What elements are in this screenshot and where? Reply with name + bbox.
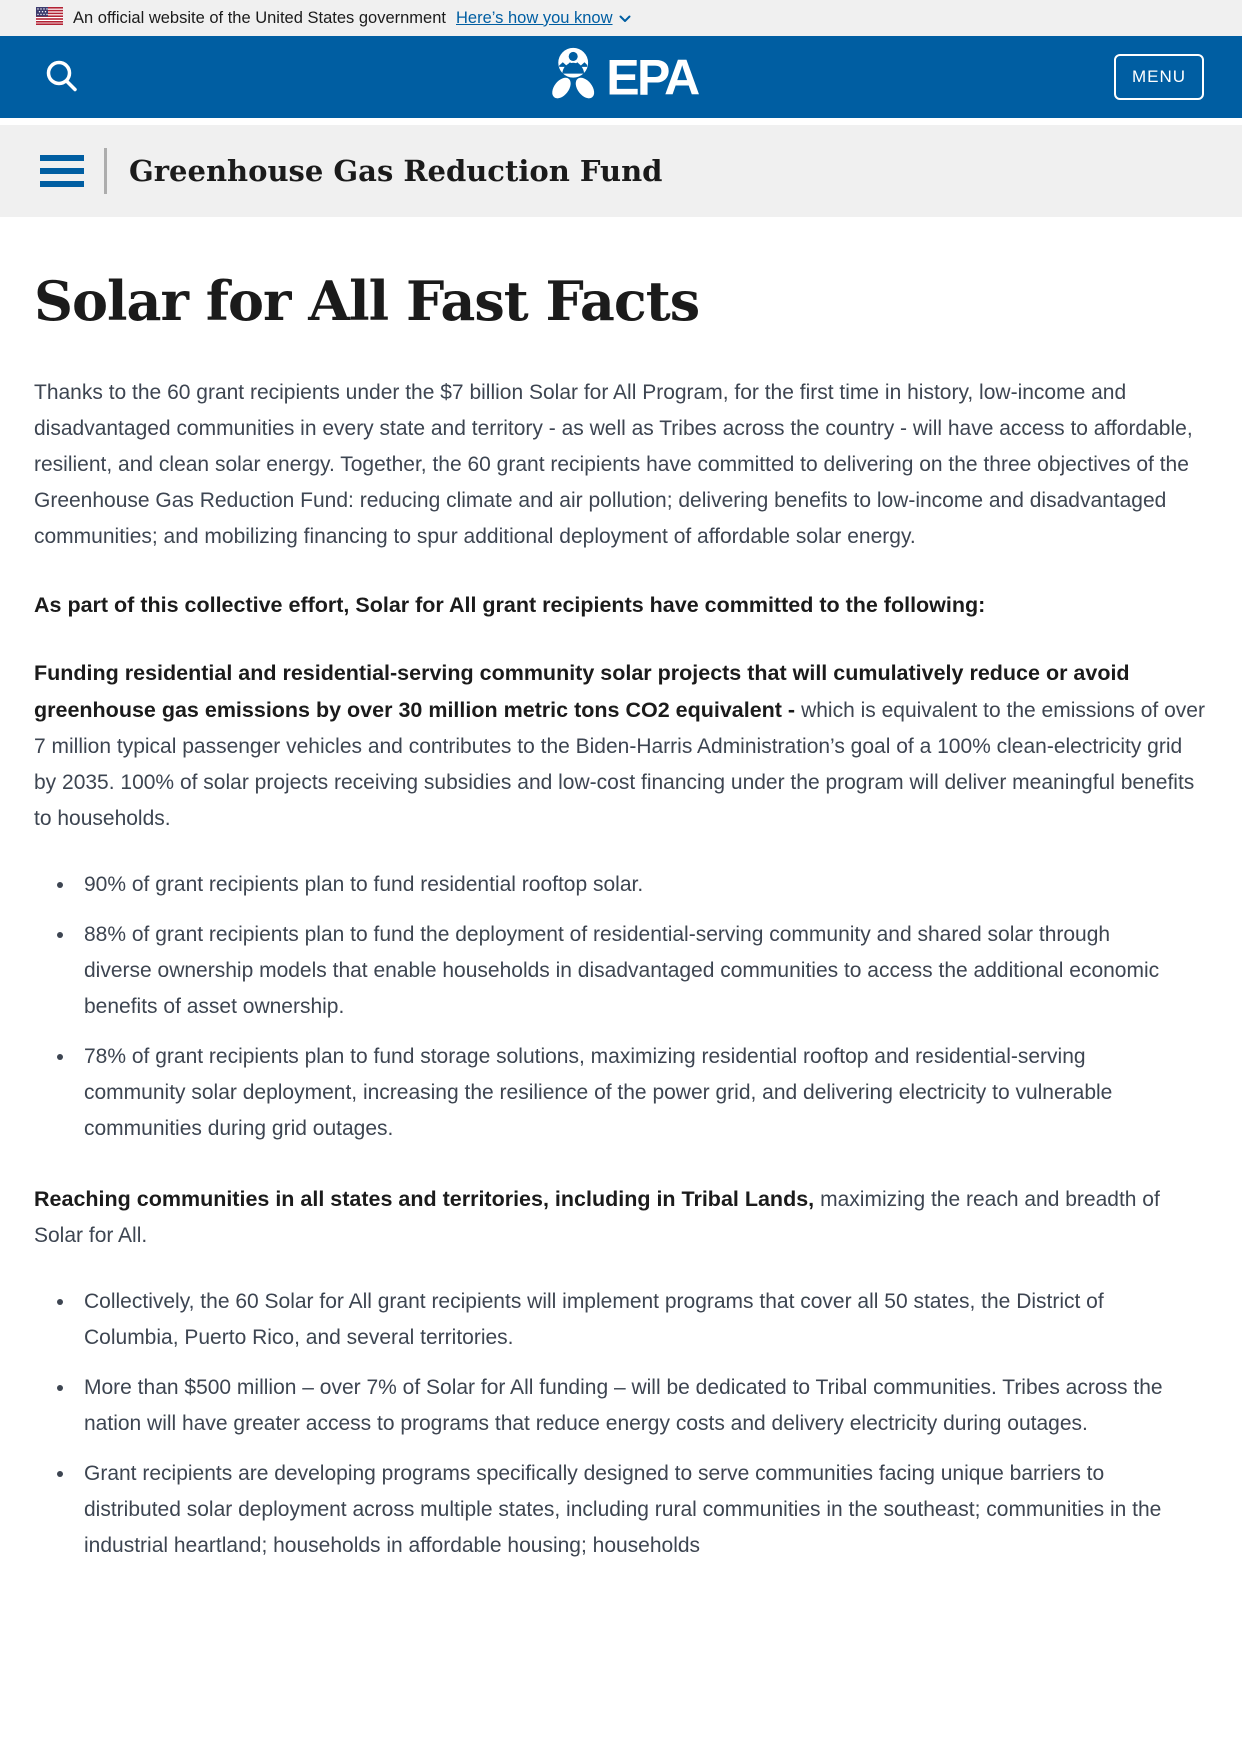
list-item: • 90% of grant recipients plan to fund residential rooftop solar.: [76, 867, 1174, 903]
program-subheader: [0, 125, 1242, 217]
site-header: [0, 36, 1242, 118]
funding-bullet-list: [34, 867, 1174, 1147]
banner-text: An official website of the United States government: [73, 8, 446, 27]
reaching-bullet-list: [34, 1284, 1174, 1564]
lead-in-paragraph: As part of this collective effort, Solar for All grant recipients have committed to the following:: [34, 593, 986, 617]
list-item: • More than $500 million – over 7% of Solar for All funding – will be dedicated to Tribal communities. Tribes across the nation will have greater access to programs that reduce energy costs and delivery electricity during outages.: [76, 1370, 1174, 1442]
section-reaching-lead: [34, 1181, 1208, 1254]
epa-logo[interactable]: [544, 47, 698, 108]
section-funding-lead-rest: which is equivalent to the emissions of over 7 million typical passenger vehicles and contributes to the Biden-Harris Administration’s goal of a 100% clean-electricity grid by 2035. 100% of solar projects receiving subsidies and low-cost financing under the program will deliver meaningful benefits to households.: [34, 699, 1205, 830]
menu-button[interactable]: MENU: [1114, 54, 1204, 100]
search-icon: [42, 85, 82, 100]
chevron-down-icon: [619, 9, 631, 28]
us-flag-icon: [36, 7, 63, 30]
list-item: • 88% of grant recipients plan to fund the deployment of residential-serving community and shared solar through diverse ownership models that enable households in disadvantaged communities to access the additional economic benefits of asset ownership.: [76, 917, 1174, 1025]
main-content: [0, 269, 1242, 1564]
hamburger-menu-icon[interactable]: [40, 155, 84, 187]
page-title: Solar for All Fast Facts: [34, 269, 700, 333]
section-funding-lead: [34, 655, 1208, 837]
section-funding-lead-bold: Funding residential and residential-serving community solar projects that will cumulatively reduce or avoid greenhouse gas emissions by over 30 million metric tons CO2 equivalent -: [34, 661, 1130, 722]
list-item: • Grant recipients are developing programs specifically designed to serve communities facing unique barriers to distributed solar deployment across multiple states, including rural communities in the southeast; communities in the industrial heartland; households in affordable housing; households: [76, 1456, 1174, 1564]
banner-disclosure-link[interactable]: [456, 9, 631, 28]
epa-wordmark: EPA: [606, 49, 698, 105]
vertical-divider: [104, 148, 107, 194]
banner-link-label: Here’s how you know: [456, 8, 613, 27]
intro-paragraph: Thanks to the 60 grant recipients under the $7 billion Solar for All Program, for the first time in history, low-income and disadvantaged communities in every state and territory - as well as Tribes across the country - will have access to affordable, resilient, and clean solar energy. Together, the 60 grant recipients have committed to delivering on the three objectives of the Greenhouse Gas Reduction Fund: reducing climate and air pollution; delivering benefits to low-income and disadvantaged communities; and mobilizing financing to spur additional deployment of affordable solar energy.: [34, 381, 1193, 548]
gov-banner: [0, 0, 1242, 36]
epa-seal-icon: [544, 47, 602, 108]
program-title-link[interactable]: Greenhouse Gas Reduction Fund: [129, 154, 663, 188]
search-button[interactable]: [42, 57, 82, 97]
list-item: • Collectively, the 60 Solar for All grant recipients will implement programs that cover all 50 states, the District of Columbia, Puerto Rico, and several territories.: [76, 1284, 1174, 1356]
section-reaching-lead-bold: Reaching communities in all states and territories, including in Tribal Lands,: [34, 1187, 821, 1211]
list-item: • 78% of grant recipients plan to fund storage solutions, maximizing residential rooftop and residential-serving community solar deployment, increasing the resilience of the power grid, and delivering electricity to vulnerable communities during grid outages.: [76, 1039, 1174, 1147]
section-reaching-lead-rest: maximizing the reach and breadth of Solar for All.: [34, 1188, 1160, 1247]
